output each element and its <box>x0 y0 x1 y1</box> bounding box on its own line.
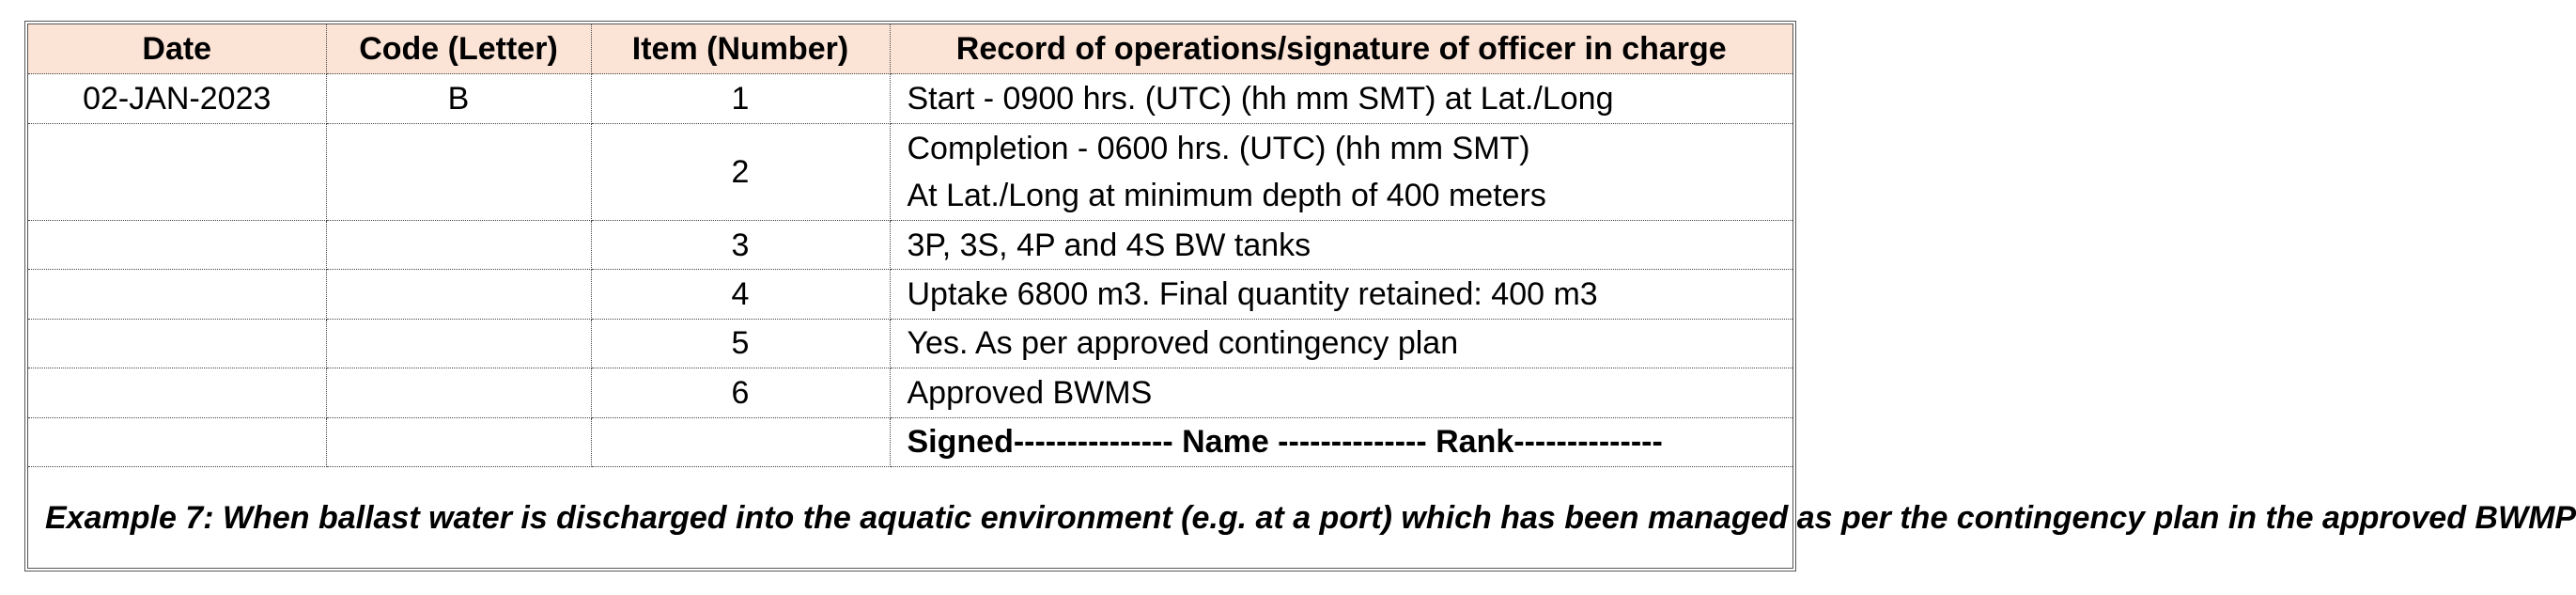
cell-code <box>326 270 591 319</box>
cell-record <box>890 270 1792 319</box>
table-row <box>28 319 1792 368</box>
cell-code: B <box>326 74 591 123</box>
table-row <box>28 368 1792 417</box>
cell-item: 1 <box>591 74 890 123</box>
cell-date <box>28 123 326 220</box>
cell-date: 02-JAN-2023 <box>28 74 326 123</box>
signature-row <box>28 417 1792 466</box>
cell-record <box>890 319 1792 368</box>
cell-item: 6 <box>591 368 890 417</box>
record-table-frame <box>24 21 2576 572</box>
cell-date <box>28 368 326 417</box>
header-code: Code (Letter) <box>326 24 591 74</box>
table-row <box>28 74 1792 123</box>
cell-code <box>326 417 591 466</box>
table-row <box>28 220 1792 269</box>
cell-record <box>890 368 1792 417</box>
record-line: Start - 0900 hrs. (UTC) (hh mm SMT) at Lat./Long <box>907 81 1614 117</box>
header-item: Item (Number) <box>591 24 890 74</box>
cell-record <box>890 74 1792 123</box>
caption-row <box>28 467 1792 568</box>
signature-line: Signed--------------- Name -------------- Rank-------------- <box>890 417 1792 466</box>
cell-date <box>28 417 326 466</box>
cell-code <box>326 319 591 368</box>
record-line: Completion - 0600 hrs. (UTC) (hh mm SMT) <box>907 130 1530 166</box>
cell-date <box>28 270 326 319</box>
cell-record <box>890 220 1792 269</box>
cell-code <box>326 123 591 220</box>
cell-item: 5 <box>591 319 890 368</box>
record-line: 3P, 3S, 4P and 4S BW tanks <box>907 227 1311 263</box>
cell-date <box>28 319 326 368</box>
table-row <box>28 270 1792 319</box>
cell-item: 2 <box>591 123 890 220</box>
cell-item <box>591 417 890 466</box>
header-date: Date <box>28 24 326 74</box>
cell-code <box>326 220 591 269</box>
cell-date <box>28 220 326 269</box>
record-line: Approved BWMS <box>907 374 1153 411</box>
cell-item: 4 <box>591 270 890 319</box>
cell-item: 3 <box>591 220 890 269</box>
ballast-water-record-table <box>28 24 2576 568</box>
cell-code <box>326 368 591 417</box>
header-record: Record of operations/signature of officer in charge <box>890 24 1792 74</box>
example-caption: Example 7: When ballast water is discharged into the aquatic environment (e.g. at a port) which has been managed as per the contingency plan in the approved BWMP <box>28 467 1792 568</box>
record-line: Uptake 6800 m3. Final quantity retained: 400 m3 <box>907 275 1598 312</box>
header-row <box>28 24 1792 74</box>
record-line: At Lat./Long at minimum depth of 400 meters <box>907 177 1546 213</box>
table-row <box>28 123 1792 220</box>
record-line: Yes. As per approved contingency plan <box>907 325 1459 362</box>
cell-record <box>890 123 1792 220</box>
